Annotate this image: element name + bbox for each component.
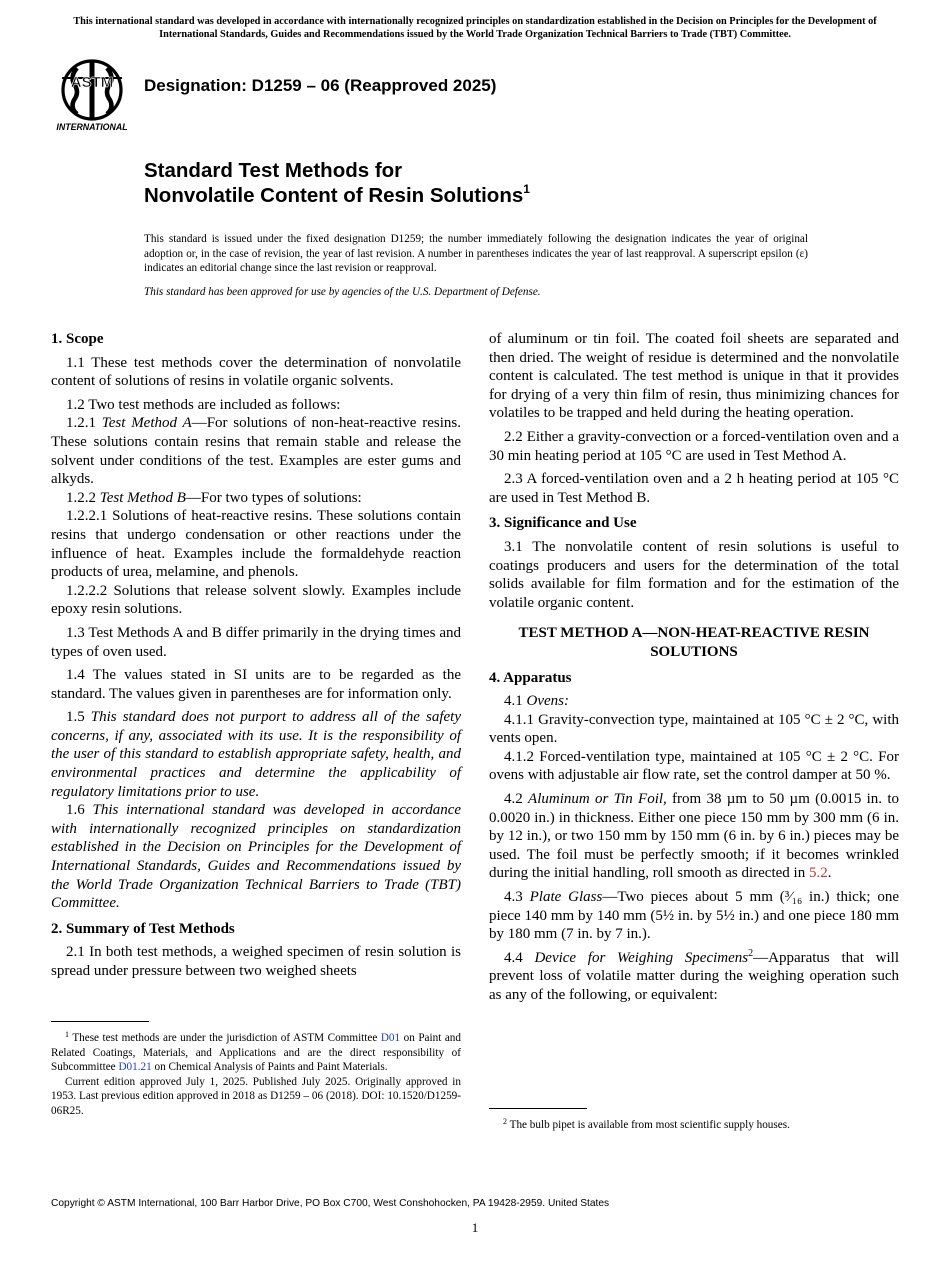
footnote-rule-left (51, 1021, 149, 1022)
para-4-2: 4.2 Aluminum or Tin Foil, from 38 µm to 50 µm (0.0015 in. to 0.0020 in.) in thickness. Either one piece 150 mm by 300 mm (6 in. by 12 in.), or two 150 mm by 150 mm (6 in. by 6 in.) pieces may be used. The foil must be perfectly smooth; if it becomes wrinkled during the initial handling, roll smooth as directed in 5.2. (489, 791, 900, 882)
right-column (489, 330, 899, 1005)
title-line-2: Nonvolatile Content of Resin Solutions (144, 184, 524, 207)
footnote-1: $^1$ These test methods are under the jurisdiction of ASTM Committee D01 on Paint and Related Coatings, Materials, and Applications and are the direct responsibility of Subcommittee D01.21 on Chemical Analysis of Paints and Paint Materials. (51, 1030, 461, 1073)
designation: Designation: D1259 – 06 (Reapproved 2025) (144, 76, 497, 95)
para-2-1: 2.1 In both test methods, a weighed specimen of resin solution is spread under pressure between two weighed sheets (51, 944, 461, 979)
para-1-5: 1.5 This standard does not purport to address all of the safety concerns, if any, associated with its use. It is the responsibility of the user of this standard to establish appropriate safety, health, and environmental practices and determine the applicability of regulatory limitations prior to use. (51, 709, 461, 800)
astm-logo (52, 54, 136, 132)
footnotes-left (51, 1031, 461, 1118)
apparatus-heading: 4. Apparatus (489, 669, 572, 686)
title-line-1: Standard Test Methods for (144, 159, 403, 182)
para-2-1-continued: of aluminum or tin foil. The coated foil sheets are separated and then dried. The weight of residue is determined and the nonvolatile content is calculated. The test method is unique in that it provides for drying of a very thin film of resin, thus minimizing chances for volatiles to be trapped and held during the heating operation. (489, 331, 899, 422)
para-3-1: 3.1 The nonvolatile content of resin solutions is useful to coatings producers and users for the determination of the total solids available for film formation and for the estimation of the volatile organic content. (489, 538, 899, 611)
title-footnote-mark: 1 (523, 182, 530, 196)
page-number: 1 (471, 1220, 479, 1235)
left-column (51, 330, 461, 981)
astm-logo-icon (52, 54, 136, 132)
footnote-rule-right (489, 1108, 587, 1109)
footnote-2: $^2$ The bulb pipet is available from most scientific supply houses. (503, 1117, 790, 1131)
para-1-2-2: 1.2.2 Test Method B—For two types of solutions: (66, 489, 362, 506)
logo-subtext: INTERNATIONAL (56, 122, 128, 132)
summary-heading: 2. Summary of Test Methods (51, 920, 235, 937)
para-2-2: 2.2 Either a gravity-convection or a forced-ventilation oven and a 30 min heating period at 105 °C are used in Test Method A. (489, 428, 899, 464)
para-4-1-2: 4.1.2 Forced-ventilation type, maintained at 105 °C ± 2 °C. For ovens with adjustable air flow rate, set the control damper at 50 %. (489, 748, 899, 784)
para-1-2-1: 1.2.1 Test Method A—For solutions of non-heat-reactive resins. These solutions contain resins that remain stable and release the solvent under conditions of the test. Examples are ester gums and alkyds. (51, 415, 461, 488)
para-1-1: 1.1 These test methods cover the determination of nonvolatile content of solutions of resins in volatile organic solvents. (51, 354, 461, 390)
scope-heading: 1. Scope (51, 331, 104, 347)
section-5-2-link[interactable]: 5.2 (808, 865, 828, 882)
logo-text: ASTM (70, 74, 114, 91)
para-1-4: 1.4 The values stated in SI units are to be regarded as the standard. The values given in parentheses are for information only. (51, 667, 461, 702)
para-1-2-2-1: 1.2.2.1 Solutions of heat-reactive resins. These solutions contain resins that undergo condensation or other reactions under the influence of heat. Examples include the formaldehyde reaction products of urea, melamine, and phenols. (51, 508, 461, 581)
significance-heading: 3. Significance and Use (489, 515, 637, 532)
method-a-heading: TEST METHOD A—NON-HEAT-REACTIVE RESIN SOLUTIONS (518, 625, 870, 660)
para-2-3: 2.3 A forced-ventilation oven and a 2 h heating period at 105 °C are used in Test Method B. (489, 471, 899, 506)
issue-note: This standard is issued under the fixed designation D1259; the number immediately following the designation indicates the year of original adoption or, in the case of revision, the year of last revision. A number in parentheses indicates the year of last reapproval. A superscript epsilon (ε) indicates an editorial change since the last revision or reapproval. (144, 233, 808, 274)
para-4-4: 4.4 Device for Weighing Specimens$^2$—Apparatus that will prevent loss of volatile matter during the weighing operation such as any of the following, or equivalent: (489, 947, 900, 1003)
para-1-2-2-2: 1.2.2.2 Solutions that release solvent slowly. Examples include epoxy resin solutions. (51, 582, 461, 618)
copyright-notice: Copyright © ASTM International, 100 Barr Harbor Drive, PO Box C700, West Conshohocken, PA 19428-2959. United States (51, 1198, 610, 1209)
para-1-6: 1.6 This international standard was developed in accordance with internationally recognized principles on standardization established in the Decision on Principles for the Development of International Standards, Guides and Recommendations issued by the World Trade Organization Technical Barriers to Trade (TBT) Committee. (51, 802, 462, 912)
para-4-1-1: 4.1.1 Gravity-convection type, maintained at 105 °C ± 2 °C, with vents open. (489, 711, 899, 747)
para-4-1: 4.1 Ovens: (504, 693, 569, 710)
para-1-3: 1.3 Test Methods A and B differ primarily in the drying times and types of oven used. (51, 624, 461, 660)
footnote-approval: Current edition approved July 1, 2025. Published July 2025. Originally approved in 1953. Last previous edition approved in 2018 as D1259 – 06 (2018). DOI: 10.1520/D1259-06R25. (51, 1075, 461, 1117)
footnotes-right (489, 1118, 899, 1133)
page-title (144, 158, 530, 208)
para-4-3: 4.3 Plate Glass—Two pieces about 5 mm (³⁄₁₆ in.) thick; one piece 140 mm by 140 mm (5½ in. by 5½ in.) and one piece 180 mm by 180 mm (7 in. by 7 in.). (489, 889, 900, 943)
top-notice: This international standard was developed in accordance with internationally recognized principles on standardization established in the Decision on Principles for the Development of International Standards, Guides and Recommendations issued by the World Trade Organization Technical Barriers to Trade (TBT) Committee. (73, 16, 877, 40)
dod-note: This standard has been approved for use by agencies of the U.S. Department of Defense. (144, 286, 541, 298)
subcommittee-d01-21-link[interactable]: D01.21 (118, 1061, 152, 1073)
footnote-2-ref[interactable]: 2 (748, 947, 754, 959)
committee-d01-link[interactable]: D01 (380, 1032, 401, 1044)
para-1-2: 1.2 Two test methods are included as follows: (66, 396, 341, 413)
